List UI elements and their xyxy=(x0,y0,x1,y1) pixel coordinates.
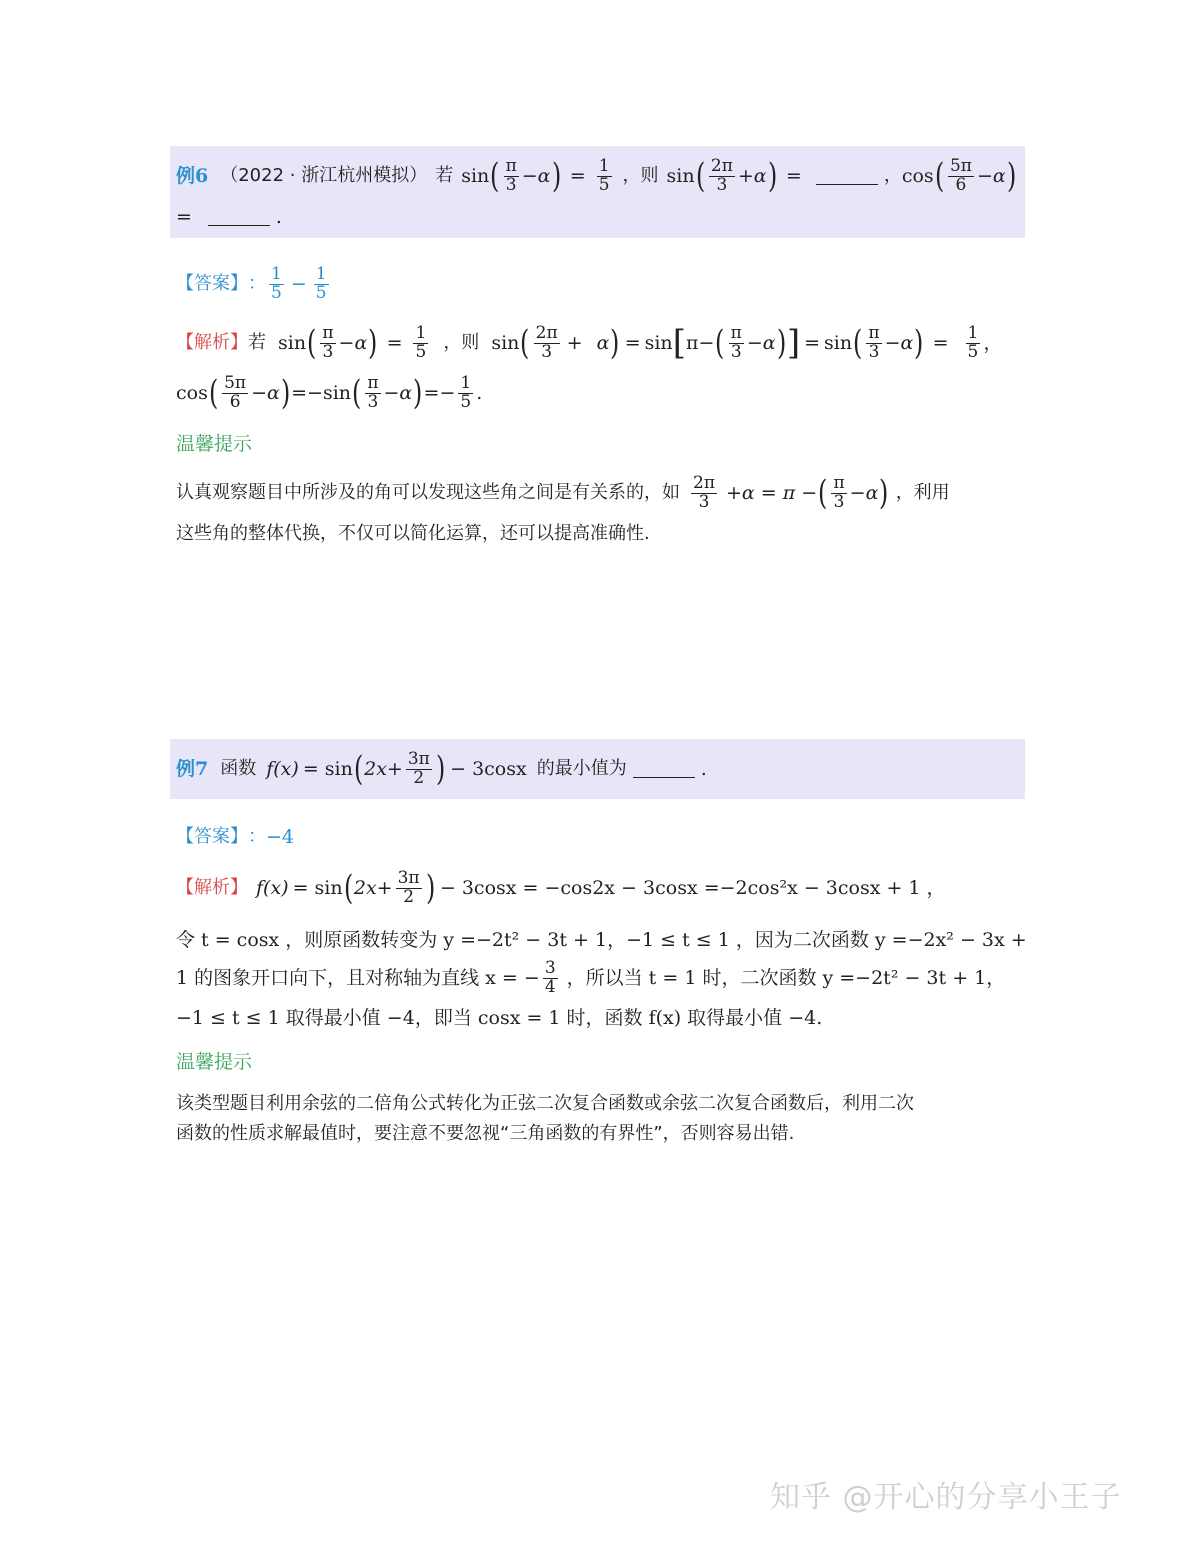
solution-7-line-3: 1 的图象开口向下，且对称轴为直线 x = − $\frac{3}{4}$ ，所以当 t = 1 时，二次函数 y =−2t² − 3t + 1， xyxy=(176,957,1006,997)
example-7-line-1: 例7 函数 f(x) = sin ( 2x+ $\frac{3\pi}{2}$ ) − 3cosx 的最小值为 . xyxy=(176,748,707,789)
fraction: $\frac{2\pi}{3}$ xyxy=(535,322,558,362)
fraction: $\frac{1}{5}$ xyxy=(460,372,472,412)
fraction: $\frac{\pi}{3}$ xyxy=(868,322,880,362)
answer-blank xyxy=(816,168,878,185)
fraction: $\frac{\pi}{3}$ xyxy=(322,322,334,362)
fraction: $\frac{\pi}{3}$ xyxy=(833,472,845,512)
answer-7: 【答案】 ： −4 xyxy=(176,825,295,848)
solution-6-line-2: cos ( $\frac{5\pi}{6}$ −α ) =− sin ( $\frac{\pi}{3}$ −α ) =− $\frac{1}{5}$ . xyxy=(176,372,483,413)
fraction: $\frac{1}{5}$ xyxy=(315,263,327,303)
fraction: $\frac{\pi}{3}$ xyxy=(367,372,379,412)
fraction: $\frac{3\pi}{2}$ xyxy=(407,748,430,788)
tip-6-line-1: 认真观察题目中所涉及的角可以发现这些角之间是有关系的，如 $\frac{2\pi}{3}$ +α = π − ( $\frac{\pi}{3}$ −α ) ，利用 xyxy=(176,472,950,513)
answer-6: 【答案】 ： $\frac{1}{5}$ − $\frac{1}{5}$ xyxy=(176,263,327,303)
tip-7-line-2: 函数的性质求解最值时，要注意不要忽视“三角函数的有界性”，否则容易出错. xyxy=(176,1123,795,1144)
example-6-line-1: 例6 （2022 · 浙江杭州模拟） 若 sin ( $\frac{\pi}{3}$ −α ) = $\frac{1}{5}$ ，则 sin ( $\frac{2\pi}{3}$ +α ) = ， cos ( $\frac{5\pi}{6}$ −α ) xyxy=(176,155,1016,196)
example-source: （2022 · 浙江杭州模拟） xyxy=(220,165,428,186)
example-label: 例7 xyxy=(176,757,209,780)
tip-7-line-1: 该类型题目利用余弦的二倍角公式转化为正弦二次复合函数或余弦二次复合函数后，利用二次 xyxy=(176,1093,914,1114)
fraction: $\frac{5\pi}{6}$ xyxy=(949,155,972,195)
fraction: $\frac{3\pi}{2}$ xyxy=(397,867,420,907)
example-label: 例6 xyxy=(176,164,209,187)
answer-value: −4 xyxy=(266,825,295,848)
fraction: $\frac{5\pi}{6}$ xyxy=(224,372,247,412)
solution-7-line-1: 【解析】 f(x) = sin ( 2x+ $\frac{3\pi}{2}$ ) − 3cosx = −cos2x − 3cosx =−2cos²x − 3cosx + 1 ， xyxy=(176,867,946,908)
fraction: $\frac{1}{5}$ xyxy=(598,155,610,195)
fraction: $\frac{2\pi}{3}$ xyxy=(693,472,715,512)
answer-blank xyxy=(208,209,270,226)
solution-6-line-1: 【解析】 若 sin ( $\frac{\pi}{3}$ −α ) = $\frac{1}{5}$ ，则 sin ( $\frac{2\pi}{3}$ + α ) = sin [ π− ( $\frac{\pi}{3}$ −α ) ] = sin ( $\frac{\pi}{3}$ −α ) = $\frac{1}{5}$ ， xyxy=(176,322,1003,363)
watermark: 知乎 @开心的分享小王子 xyxy=(770,1480,1122,1515)
fraction: $\frac{1}{5}$ xyxy=(415,322,427,362)
fraction: $\frac{\pi}{3}$ xyxy=(730,322,742,362)
answer-label: 【答案】 xyxy=(176,273,248,294)
tip-7-title: 温馨提示 xyxy=(176,1050,253,1073)
answer-label: 【答案】 xyxy=(176,826,248,847)
answer-blank xyxy=(633,761,695,778)
fraction: $\frac{2\pi}{3}$ xyxy=(710,155,733,195)
fraction: $\frac{3}{4}$ xyxy=(544,957,556,997)
fraction: $\frac{1}{5}$ xyxy=(967,322,979,362)
fraction: $\frac{1}{5}$ xyxy=(271,263,282,303)
tip-6-line-2: 这些角的整体代换，不仅可以简化运算，还可以提高准确性. xyxy=(176,523,650,544)
solution-label: 【解析】 xyxy=(176,877,248,898)
example-6-line-2: = . xyxy=(176,205,282,228)
solution-7-line-4: −1 ≤ t ≤ 1 取得最小值 −4，即当 cosx = 1 时，函数 f(x) 取得最小值 −4. xyxy=(176,1006,823,1029)
tip-6-title: 温馨提示 xyxy=(176,432,253,455)
solution-7-line-2: 令 t = cosx ，则原函数转变为 y =−2t² − 3t + 1，−1 ≤ t ≤ 1 ，因为二次函数 y =−2x² − 3x + xyxy=(176,928,1027,951)
solution-label: 【解析】 xyxy=(176,332,248,353)
fraction: $\frac{\pi}{3}$ xyxy=(505,155,517,195)
